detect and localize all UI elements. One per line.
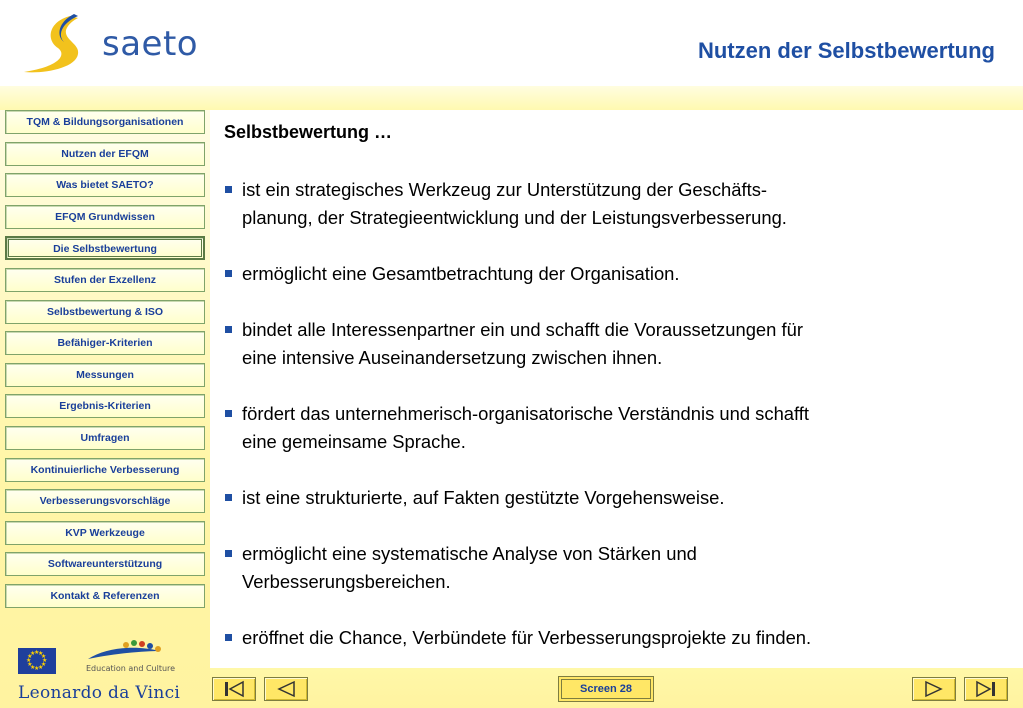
previous-icon	[271, 680, 301, 698]
bullet-list	[224, 176, 1004, 652]
sidebar-item-stufen-der-exzellenz[interactable]: Stufen der Exzellenz	[5, 268, 205, 292]
previous-screen-button[interactable]	[264, 677, 308, 701]
eu-star-icon: ★	[40, 662, 47, 668]
bullet-item	[224, 260, 1004, 288]
bullet-line: bindet alle Interessenpartner ein und schafft die Voraussetzungen für	[242, 319, 803, 340]
sidebar-item-kvp-werkzeuge[interactable]: KVP Werkzeuge	[5, 521, 205, 545]
last-icon	[971, 680, 1001, 698]
bullet-line: ermöglicht eine Gesamtbetrachtung der Organisation.	[242, 263, 680, 284]
education-culture-text: Education and Culture	[86, 664, 176, 673]
screen-indicator	[558, 676, 654, 702]
eu-star-icon: ★	[42, 658, 48, 664]
first-screen-button[interactable]	[212, 677, 256, 701]
bullet-item	[224, 176, 1004, 232]
eu-star-icon: ★	[27, 654, 33, 660]
eu-star-icon: ★	[40, 654, 47, 660]
sidebar-item-ergebnis-kriterien[interactable]: Ergebnis-Kriterien	[5, 394, 205, 418]
bullet-item	[224, 540, 1004, 596]
bullet-item	[224, 624, 1004, 652]
header	[0, 0, 1023, 86]
sidebar-item-selbstbewertung-iso[interactable]: Selbstbewertung & ISO	[5, 300, 205, 324]
sidebar-item-verbesserungsvorschläge[interactable]: Verbesserungsvorschläge	[5, 489, 205, 513]
eu-star-icon: ★	[34, 650, 40, 656]
sidebar-item-was-bietet-saeto[interactable]: Was bietet SAETO?	[5, 173, 205, 197]
first-icon	[219, 680, 249, 698]
sidebar-item-befähiger-kriterien[interactable]: Befähiger-Kriterien	[5, 331, 205, 355]
bullet-line: ist ein strategisches Werkzeug zur Unterstützung der Geschäfts-	[242, 179, 768, 200]
screen-number: Screen 28	[561, 679, 651, 699]
eu-star-icon: ★	[38, 651, 44, 658]
bullet-line: ist eine strukturierte, auf Fakten gestützte Vorgehensweise.	[242, 487, 725, 508]
sidebar-item-tqm-bildungsorganisationen[interactable]: TQM & Bildungsorganisationen	[5, 110, 205, 134]
brand-name: saeto	[102, 24, 199, 64]
bullet-line: fördert das unternehmerisch-organisatorische Verständnis und schafft	[242, 403, 810, 424]
sidebar-item-softwareunterstützung[interactable]: Softwareunterstützung	[5, 552, 205, 576]
sidebar-item-messungen[interactable]: Messungen	[5, 363, 205, 387]
next-icon	[919, 680, 949, 698]
eu-star-icon: ★	[38, 664, 44, 671]
sidebar-item-nutzen-der-efqm[interactable]: Nutzen der EFQM	[5, 142, 205, 166]
bullet-line: eine gemeinsame Sprache.	[242, 431, 466, 452]
content-heading: Selbstbewertung …	[224, 122, 393, 142]
eu-star-icon: ★	[30, 651, 36, 658]
saeto-logo	[18, 14, 198, 76]
last-screen-button[interactable]	[964, 677, 1008, 701]
education-culture-logo-icon	[86, 637, 196, 665]
saeto-swoosh-icon	[18, 14, 98, 76]
main-content	[210, 110, 1023, 668]
eu-flag-icon	[18, 648, 56, 674]
sidebar-item-umfragen[interactable]: Umfragen	[5, 426, 205, 450]
eu-star-icon: ★	[30, 664, 36, 671]
next-screen-button[interactable]	[912, 677, 956, 701]
bullet-item	[224, 316, 1004, 372]
bullet-item	[224, 400, 1004, 456]
bullet-item	[224, 484, 1004, 512]
bullet-line: planung, der Strategieentwicklung und der Leistungsverbesserung.	[242, 207, 787, 228]
bullet-line: eröffnet die Chance, Verbündete für Verbesserungsprojekte zu finden.	[242, 627, 812, 648]
sidebar-nav	[5, 110, 205, 616]
eu-star-icon: ★	[34, 666, 40, 672]
sidebar-item-kontakt-referenzen[interactable]: Kontakt & Referenzen	[5, 584, 205, 608]
sidebar-item-efqm-grundwissen[interactable]: EFQM Grundwissen	[5, 205, 205, 229]
eu-star-icon: ★	[26, 658, 32, 664]
sidebar	[0, 86, 210, 708]
bullet-line: Verbesserungsbereichen.	[242, 571, 451, 592]
bullet-line: eine intensive Auseinandersetzung zwischen ihnen.	[242, 347, 663, 368]
header-band	[0, 86, 1023, 110]
page-title: Nutzen der Selbstbewertung	[697, 38, 995, 63]
sidebar-item-die-selbstbewertung[interactable]: Die Selbstbewertung	[5, 236, 205, 260]
leonardo-da-vinci-logo: Leonardo da Vinci	[18, 683, 181, 703]
eu-star-icon: ★	[27, 662, 33, 668]
bullet-line: ermöglicht eine systematische Analyse von Stärken und	[242, 543, 697, 564]
sidebar-item-kontinuierliche-verbesserung[interactable]: Kontinuierliche Verbesserung	[5, 458, 205, 482]
